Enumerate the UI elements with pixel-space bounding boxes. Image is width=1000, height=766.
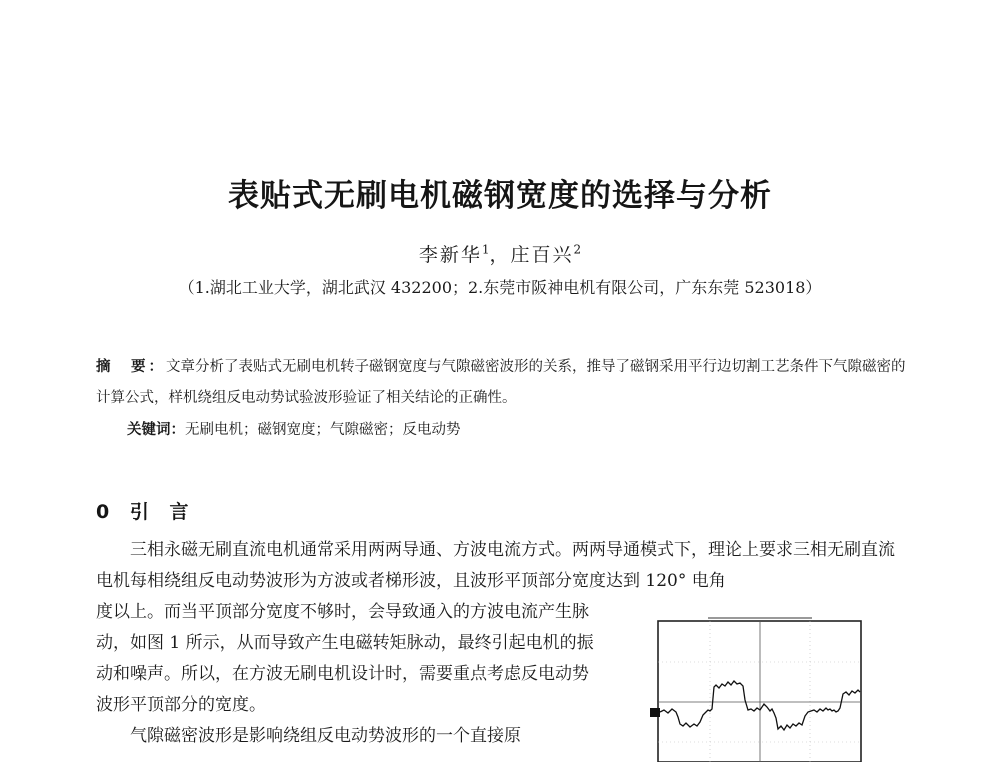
paragraph-1-continued: 度以上。而当平顶部分宽度不够时，会导致通入的方波电流产生脉动，如图 1 所示，从而导致产生电磁转矩脉动，最终引起电机的振动和噪声。所以，在方波无刷电机设计时，需要重点考虑反电动势波形平顶部分的宽度。 <box>96 602 594 715</box>
author-2-affil-mark: 2 <box>573 242 582 257</box>
author-1-affil-mark: 1 <box>481 242 490 257</box>
keywords <box>127 418 461 439</box>
keywords-text: 无刷电机；磁钢宽度；气隙磁密；反电动势 <box>185 422 461 438</box>
figure-1 <box>650 612 870 766</box>
scope-ground-marker <box>650 708 660 717</box>
author-2: 庄百兴 <box>510 244 574 266</box>
oscilloscope-waveform-figure <box>650 612 870 762</box>
paper-title: 表贴式无刷电机磁钢宽度的选择与分析 <box>228 178 772 214</box>
section-heading: 0 引 言 <box>96 501 196 523</box>
abstract <box>96 352 916 414</box>
author-line <box>0 240 1000 267</box>
author-separator: ， <box>489 244 511 266</box>
author-1: 李新华 <box>418 244 482 266</box>
paragraph-1-start: 三相永磁无刷直流电机通常采用两两导通、方波电流方式。两两导通模式下，理论上要求三相无刷直流电机每相绕组反电动势波形为方波或者梯形波，且波形平顶部分宽度达到 120° 电角 <box>96 540 895 591</box>
body-narrow-block <box>96 597 601 752</box>
scope-frame <box>658 621 861 762</box>
affiliations: （1.湖北工业大学，湖北武汉 432200；2.东莞市阪神电机有限公司，广东东莞 523018） <box>178 278 822 297</box>
keywords-label: 关键词： <box>127 422 185 438</box>
paragraph-2: 气隙磁密波形是影响绕组反电动势波形的一个直接原 <box>130 726 521 746</box>
abstract-label: 摘 要： <box>96 359 166 375</box>
body-wide-block <box>96 535 911 597</box>
abstract-text: 文章分析了表贴式无刷电机转子磁钢宽度与气隙磁密波形的关系，推导了磁钢采用平行边切割工艺条件下气隙磁密的计算公式，样机绕组反电动势试验波形验证了相关结论的正确性。 <box>96 359 906 406</box>
